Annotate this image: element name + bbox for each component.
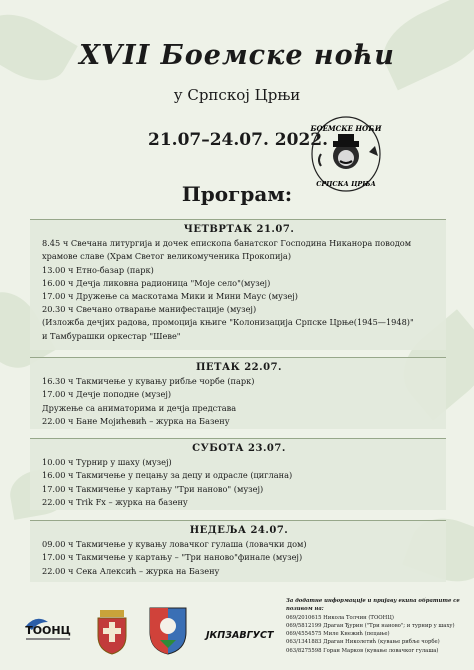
coat-of-arms-logo (92, 606, 132, 656)
list-item: 16.00 ч Дечја ликовна радионица "Моје село"(музеј) (42, 277, 271, 288)
list-item: 22.00 ч Бане Мојићевић – журка на Базену (42, 415, 230, 426)
list-item: 09.00 ч Такмичење у кувању ловачког гулаша (ловачки дом) (42, 539, 307, 550)
list-item: 16.00 ч Такмичење у пецању за децу и одрасле (циглана) (42, 470, 293, 481)
toonc-logo-text: ТООНЦ (25, 624, 71, 637)
day-block-sunday (30, 520, 446, 582)
contact-line: 069/4554575 Миле Кнежић (пецање) (286, 631, 390, 638)
day-heading: НЕДЕЉА 24.07. (189, 525, 289, 536)
list-item: 17.00 ч Дружење са маскотама Мики и Мини Маус (музеј) (42, 291, 298, 302)
day-block-thursday (30, 219, 446, 350)
list-item: 13.00 ч Етно-базар (парк) (42, 264, 154, 275)
day-block-friday (30, 357, 446, 429)
event-dates: 21.07–24.07. 2022. (148, 130, 329, 150)
contact-line: 069/5812199 Драган Ђурин ("Три наново"; и турнир у шаху) (286, 622, 455, 629)
contact-line: 063/1341883 Драган Николетић (кување рибље чорбе) (286, 639, 440, 646)
contact-info (286, 597, 472, 655)
list-item: 20.30 ч Свечано отварање манифестације (музеј) (42, 304, 257, 315)
shield-logo (146, 604, 190, 658)
logo-bottom-text: СРПСКА ЦРЊА (316, 180, 376, 188)
list-item: 22.00 ч Trik Fx – журка на базену (42, 496, 188, 507)
list-item: 8.45 ч Свечана литургија и дочек епископа банатског Господина Никанора поводом (42, 238, 412, 249)
contact-line: 069/2010615 Никола Толчин (ТООНЦ) (286, 614, 394, 621)
day-heading: ЧЕТВРТАК 21.07. (183, 224, 295, 235)
list-item: 22.00 ч Сека Алексић – журка на Базену (42, 565, 220, 576)
logo-top-text: БОЕМСКЕ НОЋИ (310, 124, 382, 133)
list-item: храмове славе (Храм Светог великомученика Прокопија) (42, 251, 292, 262)
day-block-saturday (30, 438, 446, 510)
page-title: XVII Боемске ноћи (79, 40, 395, 71)
list-item: (Изложба дечјих радова, промоција књиге "Колонизација Српске Црње(1945—1948)" (42, 317, 414, 328)
list-item: Дружење са аниматорима и дечја представа (42, 402, 237, 413)
jkp-logo-text: ЈКПЗАВГУСТ (206, 630, 274, 641)
program-heading: Програм: (181, 182, 293, 206)
list-item: 17.00 ч Такмичење у картању "Три наново" (музеј) (42, 483, 264, 494)
contact-line: 063/8275598 Горан Марков (кување ловачког гулаша) (286, 647, 439, 654)
toonc-logo (20, 612, 76, 650)
list-item: 10.00 ч Турнир у шаху (музеј) (42, 457, 172, 468)
jkp-logo (204, 626, 280, 642)
list-item: и Тамбурашки оркестар "Шеве" (42, 330, 181, 341)
toonc-logo-mark (20, 612, 76, 650)
contact-heading: За додатне информације и пријаву екипа обратите се позивом на: (286, 598, 460, 613)
day-heading: СУБОТА 23.07. (192, 443, 286, 454)
list-item: 17.00 ч Такмичење у картању – "Три наново"финале (музеј) (42, 552, 303, 563)
page-subtitle: у Српској Црњи (173, 86, 301, 104)
list-item: 16.30 ч Такмичење у кувању рибље чорбе (парк) (42, 376, 255, 387)
day-heading: ПЕТАК 22.07. (195, 362, 283, 373)
list-item: 17.00 ч Дечје поподне (музеј) (42, 389, 172, 400)
